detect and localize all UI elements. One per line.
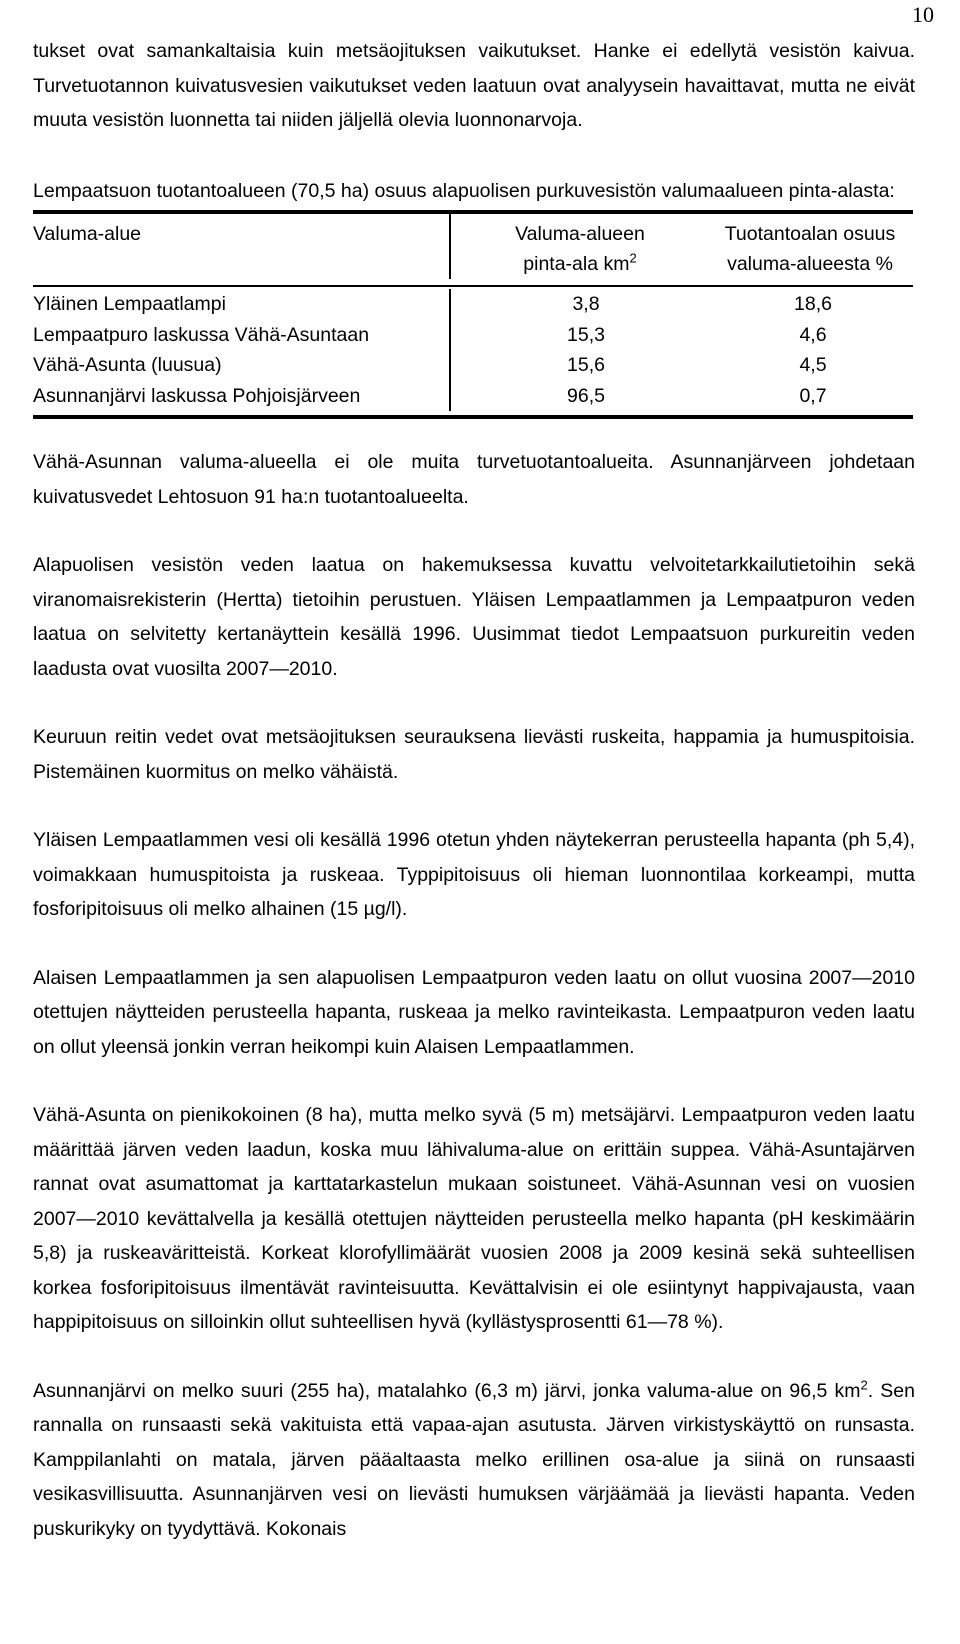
header-catchment-area-line1: Valuma-alueen — [515, 223, 645, 245]
paragraph-2: Alapuolisen vesistön veden laatua on hakemuksessa kuvattu velvoitetarkkailutietoihin sekä viranomaisrekisterin (Hertta) tietoihin perustuen. Yläisen Lempaatlammen ja Lempaatpuron veden laatua on selvitetty kertanäyttein kesällä 1996. Uusimmat tiedot Lempaatsuon purkureitin veden laadusta ovat vuosilta 2007—2010. — [33, 554, 915, 680]
header-production-share-line1: Tuotantoalan osuus — [724, 223, 896, 245]
table-cell-name: Vähä-Asunta (luusua) — [33, 350, 451, 381]
paragraph-6: Vähä-Asunta on pienikokoinen (8 ha), mutta melko syvä (5 m) metsäjärvi. Lempaatpuron veden laatu määrittää järven veden laadun, koska muu lähivaluma-alue on erittäin suppea. Vähä-Asuntajärven rannat ovat asumattomat ja karttatarkastelun mukaan soistuneet. Vähä-Asunnan vesi on vuosien 2007—2010 kevättalvella ja kesällä otettujen näytteiden perusteella melko hapanta (pH keskimäärin 5,8) ja ruskeaväritteistä. Korkeat klorofyllimäärät vuosien 2008 ja 2009 kesinä sekä suhteellisen korkea fosforipitoisuus ilmentävät ravinteisuutta. Kevättalvisin ei ole esiintynyt happivajausta, vaan happipitoisuus on silloinkin ollut suhteellisen hyvä (kyllästysprosentti 61—78 %). — [33, 1104, 915, 1333]
page-number: 10 — [912, 2, 934, 27]
paragraph-3: Keuruun reitin vedet ovat metsäojituksen seurauksena lievästi ruskeita, happamia ja humuspitoisia. Pistemäinen kuormitus on melko vähäistä. — [33, 726, 915, 783]
paragraph-7-part2: . Sen rannalla on runsaasti sekä vakituista että vapaa-ajan asutusta. Järven virkistyskäyttö on runsasta. Kamppilanlahti on matala, järven pääaltaasta melko erillinen osa-alue ja siinä on runsaasti vesikasvillisuutta. Asunnanjärven vesi on lievästi humuksen värjäämää ja lievästi hapanta. Veden puskurikyky on tyydyttävä. Kokonais — [33, 1379, 915, 1540]
header-production-share-line2: valuma-alueesta % — [727, 253, 893, 275]
table-cell-area: 3,8 — [572, 293, 600, 315]
paragraph-1: Vähä-Asunnan valuma-alueella ei ole muita turvetuotantoalueita. Asunnanjärveen johdetaan kuivatusvedet Lehtosuon 91 ha:n tuotantoalueelta. — [33, 451, 915, 508]
paragraph-intro: tukset ovat samankaltaisia kuin metsäojituksen vaikutukset. Hanke ei edellytä vesistön kaivua. Turvetuotannon kuivatusvesien vaikutukset veden laatuun ovat analyysein havaittavat, mutta ne eivät muuta vesistön luonnetta tai niiden jäljellä olevia luonnonarvoja. — [33, 40, 915, 131]
header-production-share — [701, 214, 913, 279]
catchment-table — [33, 210, 913, 419]
paragraph-4: Yläisen Lempaatlammen vesi oli kesällä 1996 otetun yhden näytekerran perusteella hapanta (ph 5,4), voimakkaan humuspitoista ja ruskeaa. Typpipitoisuus oli hieman luonnontilaa korkeampi, mutta fosforipitoisuus oli melko alhainen (15 µg/l). — [33, 829, 915, 920]
table-header-row — [33, 214, 913, 287]
table-cell-name: Yläinen Lempaatlampi — [33, 289, 451, 320]
header-catchment-label: Valuma-alue — [33, 223, 142, 245]
paragraph-5: Alaisen Lempaatlammen ja sen alapuolisen Lempaatpuron veden laatu on ollut vuosina 2007—2010 otettujen näytteiden perusteella hapanta, ruskeaa ja melko ravinteikasta. Lempaatpuron veden laatu on ollut yleensä jonkin verran heikompi kuin Alaisen Lempaatlammen. — [33, 966, 915, 1058]
table-cell-share: 4,5 — [799, 354, 827, 376]
paragraph-7-sup: 2 — [860, 1377, 868, 1392]
table-cell-area: 15,3 — [567, 323, 605, 346]
header-catchment-area-line2: pinta-ala $km^2$ — [523, 250, 637, 275]
header-catchment-area — [451, 214, 701, 279]
table-cell-share: 0,7 — [799, 384, 827, 407]
table-cell-share: 18,6 — [794, 293, 832, 315]
table-cell-area: 96,5 — [567, 384, 605, 407]
header-sup: 2 — [629, 250, 637, 266]
document-body — [33, 34, 915, 1546]
paragraph-7 — [33, 1374, 915, 1547]
table-cell-share: 4,6 — [799, 323, 827, 346]
table-cell-name: Asunnanjärvi laskussa Pohjoisjärveen — [33, 381, 451, 412]
paragraph-table-intro: Lempaatsuon tuotantoalueen (70,5 ha) osuus alapuolisen purkuvesistön valumaalueen pinta-alasta: — [33, 179, 895, 202]
header-catchment — [33, 214, 451, 279]
table-body — [33, 287, 913, 415]
paragraph-7-part1: Asunnanjärvi on melko suuri (255 ha), matalahko (6,3 m) järvi, jonka valuma-alue on 96,5 km — [33, 1379, 861, 1402]
table-cell-area: 15,6 — [567, 354, 605, 376]
table-cell-name: Lempaatpuro laskussa Vähä-Asuntaan — [33, 320, 451, 351]
